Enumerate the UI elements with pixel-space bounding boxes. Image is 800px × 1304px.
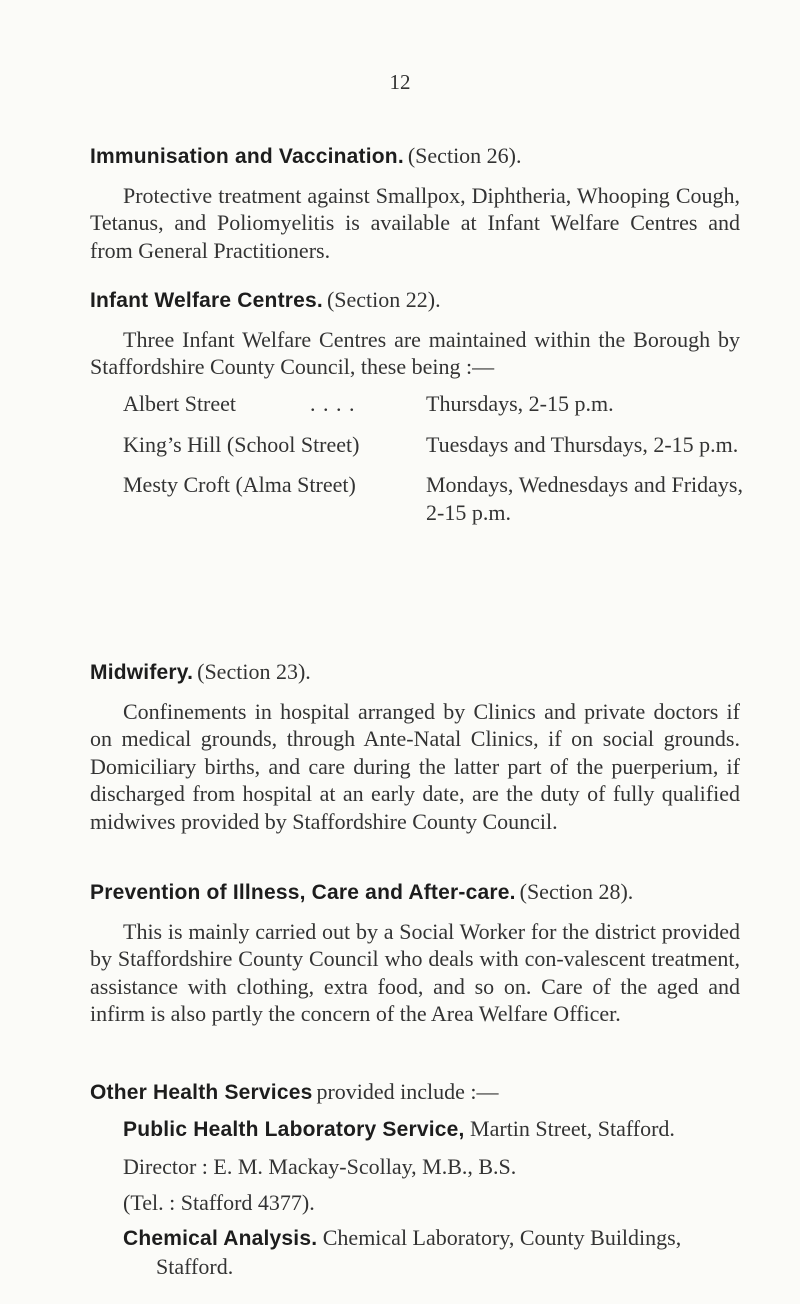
chemical-heading-line <box>123 1224 743 1280</box>
centre-times: Tuesdays and Thursdays, 2-15 p.m. <box>426 431 739 457</box>
centre-row <box>123 471 743 526</box>
laboratory-tel: (Tel. : Stafford 4377). <box>123 1190 315 1215</box>
infant-welfare-body: Three Infant Welfare Centres are maintained within the Borough by Staffordshire County Council, these being :— <box>90 326 740 379</box>
other-services-heading-line <box>90 1078 740 1109</box>
laboratory-heading: Public Health Laboratory Service, <box>123 1118 465 1141</box>
other-services-intro: provided include :— <box>316 1079 499 1104</box>
chemical-address: Chemical Laboratory, County Buildings, Stafford. <box>156 1225 682 1279</box>
prevention-heading-line <box>90 878 740 909</box>
other-services-heading: Other Health Services <box>90 1081 313 1104</box>
laboratory-address: Martin Street, Stafford. <box>470 1116 675 1141</box>
immunisation-body: Protective treatment against Smallpox, Diphtheria, Whooping Cough, Tetanus, and Poliomyelitis is available at Infant Welfare Centres and from General Practitioners. <box>90 182 740 263</box>
centre-place: King’s Hill (School Street) <box>123 431 360 457</box>
immunisation-heading-line <box>90 142 740 173</box>
centre-place: Mesty Croft (Alma Street) <box>123 472 356 497</box>
centre-row <box>123 431 743 459</box>
chemical-entry <box>123 1224 743 1280</box>
other-services-section <box>90 1078 740 1109</box>
immunisation-section <box>90 142 740 264</box>
laboratory-heading-line <box>123 1115 743 1144</box>
prevention-section-ref: (Section 28). <box>519 879 634 904</box>
prevention-heading: Prevention of Illness, Care and After-care. <box>90 881 516 904</box>
immunisation-section-ref: (Section 26). <box>407 143 522 168</box>
centre-row <box>123 390 743 418</box>
infant-welfare-section <box>90 286 740 381</box>
laboratory-entry <box>123 1115 743 1217</box>
centre-times: Thursdays, 2-15 p.m. <box>426 391 614 416</box>
prevention-body: This is mainly carried out by a Social Worker for the district provided by Staffordshire County Council who deals with con-valescent treatment, assistance with clothing, extra food, and so on. Care of the aged and infirm is also partly the concern of the Area Welfare Officer. <box>90 918 740 1026</box>
page-number: 12 <box>389 70 411 94</box>
laboratory-director: Director : E. M. Mackay-Scollay, M.B., B.S. <box>123 1153 517 1179</box>
prevention-section <box>90 878 740 1028</box>
centre-times: Mondays, Wednesdays and Fridays, 2-15 p.m. <box>426 472 743 525</box>
centre-place: Albert Street <box>123 391 237 416</box>
infant-welfare-section-ref: (Section 22). <box>326 287 441 312</box>
chemical-heading: Chemical Analysis. <box>123 1227 318 1250</box>
centres-table <box>123 390 743 526</box>
centre-leader-dots: . . . . <box>310 391 356 416</box>
midwifery-heading-line <box>90 658 740 689</box>
immunisation-heading: Immunisation and Vaccination. <box>90 145 404 168</box>
midwifery-section-ref: (Section 23). <box>197 659 311 684</box>
midwifery-body: Confinements in hospital arranged by Clinics and private doctors if on medical grounds, through Ante-Natal Clinics, if on social grounds. Domiciliary births, and care during the latter part of the puerperium, if discharged from hospital at an early date, are the duty of fully qualified midwives provided by Staffordshire County Council. <box>90 698 740 834</box>
midwifery-heading: Midwifery. <box>90 661 194 684</box>
midwifery-section <box>90 658 740 835</box>
infant-welfare-heading-line <box>90 286 740 317</box>
infant-welfare-heading: Infant Welfare Centres. <box>90 289 323 312</box>
